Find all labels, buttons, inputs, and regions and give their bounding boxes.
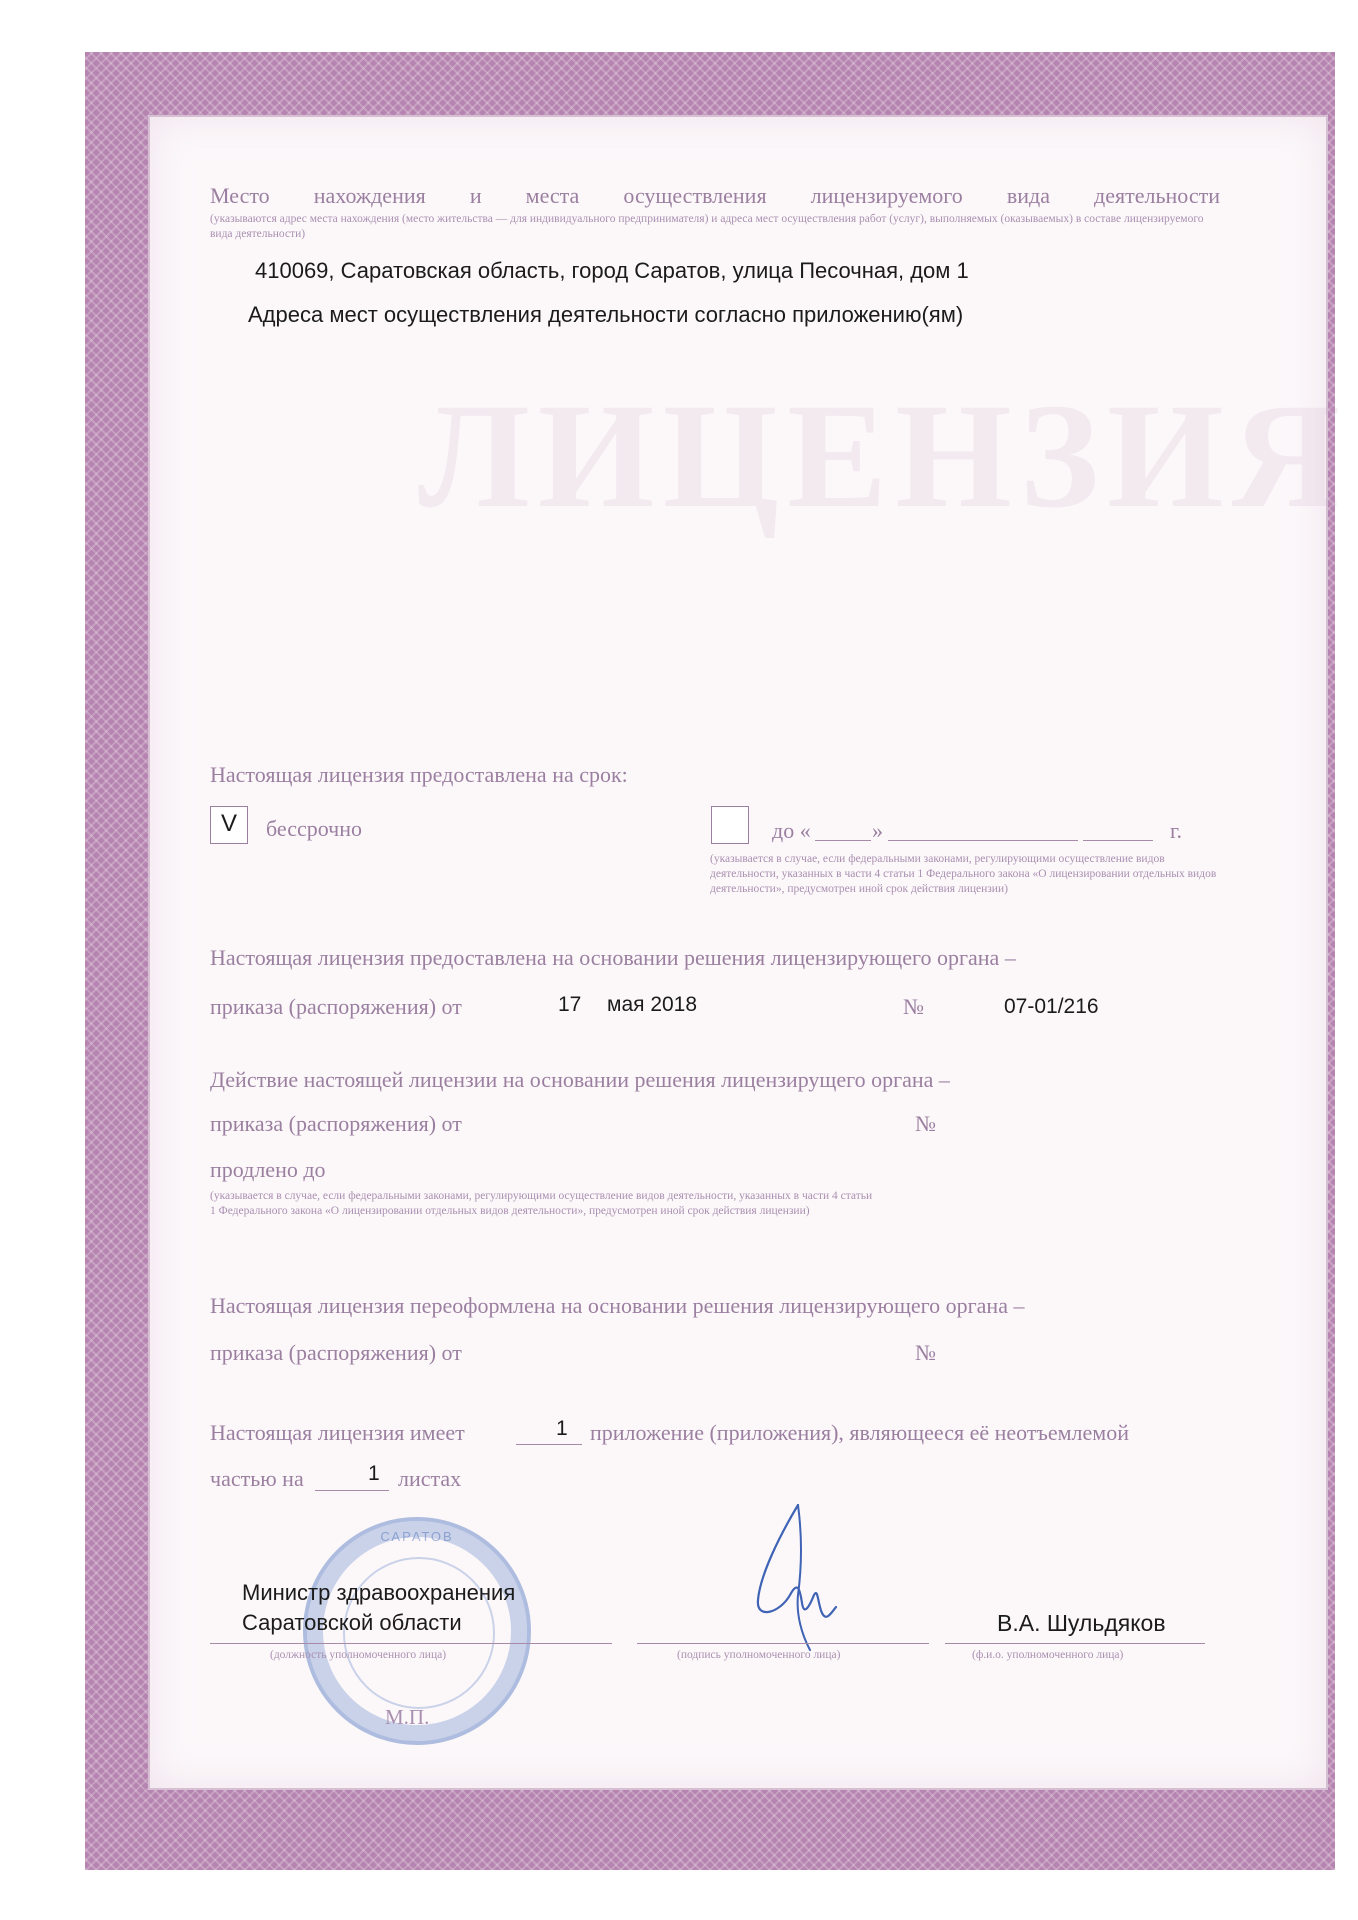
reissue-order-label: приказа (распоряжения) от [210, 1340, 462, 1365]
signer-name: В.А. Шульдяков [997, 1610, 1166, 1636]
extension-order-label: приказа (распоряжения) от [210, 1111, 462, 1136]
background-watermark: ЛИЦЕНЗИЯ [418, 373, 1349, 539]
address-value: 410069, Саратовская область, город Саратов, улица Песочная, дом 1 [255, 258, 969, 283]
sheets-line [315, 1490, 389, 1491]
extension-number-sign: № [915, 1111, 936, 1136]
until-note: (указывается в случае, если федеральными законами, регулирующими осуществление видов деятельности, указанных в части 4 статьи 1 Федерального закона «О лицензировании отдельных видов деятельности», предусмотрен иной срок действия лицензии) [710, 853, 1217, 895]
unlimited-checkbox[interactable] [210, 806, 248, 844]
reissue-label: Настоящая лицензия переоформлена на основании решения лицензирующего органа – [210, 1293, 1025, 1318]
basis-label: Настоящая лицензия предоставлена на основании решения лицензирующего органа – [210, 945, 1016, 970]
term-label: Настоящая лицензия предоставлена на срок: [210, 762, 628, 787]
until-day-line [815, 840, 871, 841]
extended-until-label: продлено до [210, 1157, 326, 1182]
location-note: (указываются адрес места нахождения (место жительства — для индивидуального предпринимателя) и адреса мест осуществления работ (услуг), выполняемых (оказываемых) в составе лицензируемого вида деятельности) [210, 213, 1204, 240]
seal-place-label: М.П. [385, 1705, 430, 1729]
seal-text: САРАТОВ [380, 1529, 454, 1544]
until-year-line [1083, 840, 1153, 841]
extension-label: Действие настоящей лицензии на основании решения лицензирущего органа – [210, 1067, 950, 1092]
checkbox-mark: V [220, 810, 237, 837]
until-prefix: до « [772, 818, 811, 843]
appendix-count-line [516, 1444, 582, 1445]
name-caption: (ф.и.о. уполномоченного лица) [972, 1649, 1124, 1661]
appendix-suffix: приложение (приложения), являющееся её неотъемлемой [590, 1420, 1129, 1445]
until-suffix: г. [1170, 818, 1183, 843]
until-date-checkbox[interactable] [711, 806, 749, 844]
location-heading: Место нахождения и места осуществления лицензируемого вида деятельности [210, 183, 1220, 208]
basis-day: 17 [558, 993, 582, 1016]
handwritten-signature [740, 1495, 860, 1655]
name-line [945, 1643, 1205, 1644]
signer-position-line1: Министр здравоохранения [242, 1580, 516, 1605]
basis-order-label: приказа (распоряжения) от [210, 994, 462, 1019]
sheets-count: 1 [368, 1462, 380, 1485]
addresses-value: Адреса мест осуществления деятельности согласно приложению(ям) [248, 302, 964, 327]
appendix-count: 1 [556, 1417, 568, 1440]
sheets-suffix: листах [398, 1466, 462, 1491]
reissue-number-sign: № [915, 1340, 936, 1365]
position-caption: (должность уполномоченного лица) [270, 1649, 447, 1661]
until-mid: » [872, 818, 883, 843]
basis-number-sign: № [903, 994, 924, 1019]
unlimited-label: бессрочно [266, 816, 363, 841]
position-line [210, 1643, 612, 1644]
signature-line [637, 1643, 929, 1644]
basis-month-year: мая 2018 [607, 993, 698, 1016]
sheets-prefix: частью на [210, 1466, 304, 1491]
until-month-line [888, 840, 1078, 841]
signer-position-line2: Саратовской области [242, 1610, 462, 1635]
appendix-prefix: Настоящая лицензия имеет [210, 1420, 465, 1445]
signature-caption: (подпись уполномоченного лица) [677, 1649, 841, 1661]
basis-number: 07-01/216 [1004, 995, 1099, 1018]
extension-note: (указывается в случае, если федеральными законами, регулирующими осуществление видов деятельности, указанных в части 4 статьи 1 Федерального закона «О лицензировании отдельных видов деятельности», предусмотрен иной срок действия лицензии) [210, 1190, 873, 1217]
